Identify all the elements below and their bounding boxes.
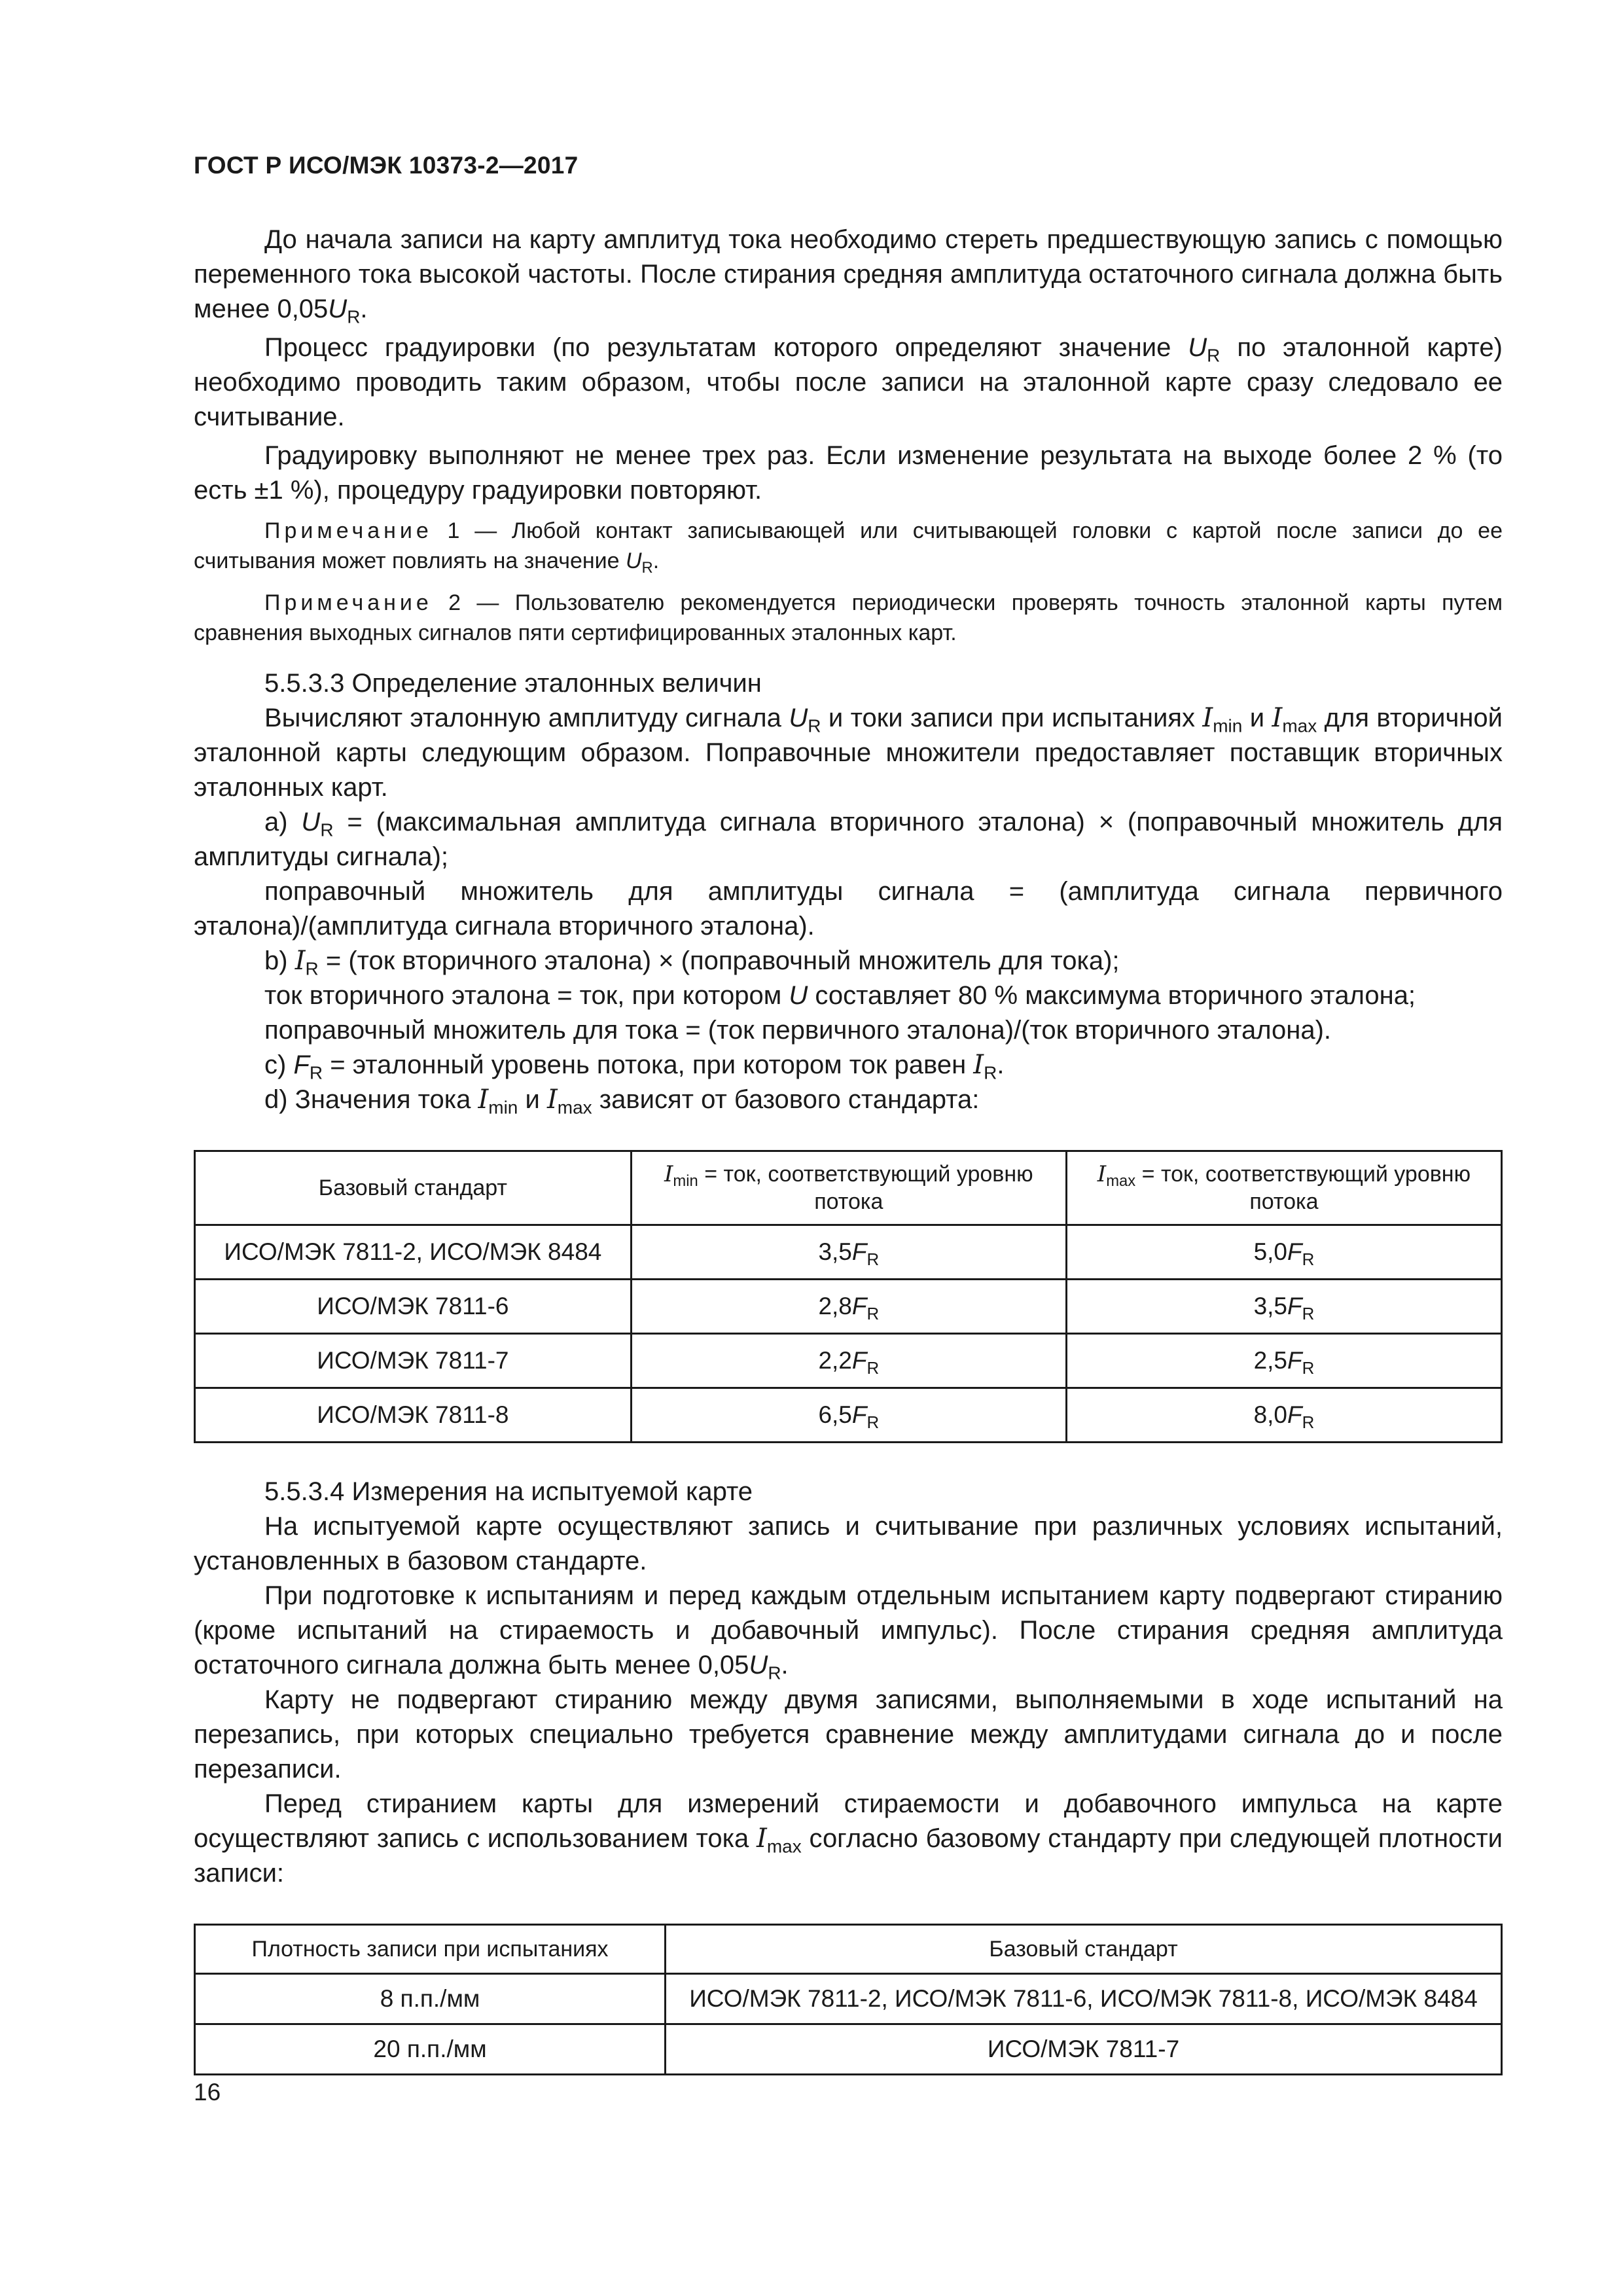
paragraph-test-card-recording: На испытуемой карте осуществляют запись и считывание при различных условиях испытаний, установленных в базовом стандарте.	[194, 1512, 1503, 1575]
table-row	[195, 1388, 1502, 1443]
note-2: Примечание 2 — Пользователю рекомендуется периодически проверять точность эталонной карты путем сравнения выходных сигналов пяти сертифицированных эталонных карт.	[194, 590, 1503, 645]
recording-density-table	[194, 1924, 1503, 2075]
paragraph-erase-before-recording: До начала записи на карту амплитуд тока необходимо стереть предшествующую запись с помощью переменного тока высокой частоты. После стирания средняя амплитуда остаточного сигнала должна быть менее $0,05U_R$.	[194, 225, 1503, 327]
cell-imax: $3,5F_R$	[1066, 1280, 1501, 1334]
paragraph-calibration-repeat: Градуировку выполняют не менее трех раз. Если изменение результата на выходе более 2 % (то есть ±1 %), процедуру градуировки повторяют.	[194, 441, 1503, 505]
paragraph-erasure-measurement: Перед стиранием карты для измерений стираемости и добавочного импульса на карте осуществляют запись с использованием тока $I_{max}$ согласно базовому стандарту при следующей плотности записи:	[194, 1789, 1503, 1888]
page-content	[194, 223, 1503, 2075]
cell-imax: $8,0F_R$	[1066, 1388, 1501, 1443]
table-row	[195, 1225, 1502, 1280]
cell-imin: $2,2F_R$	[631, 1334, 1066, 1388]
table-row	[195, 1280, 1502, 1334]
note-1: Примечание 1 — Любой контакт записывающей или считывающей головки с картой после записи до ее считывания может повлиять на значение $U_R$.	[194, 518, 1503, 577]
column-header-imax: $I_{max}$ = ток, соответствующий уровню потока	[1066, 1151, 1501, 1225]
list-item-b-secondary-current: ток вторичного эталона = ток, при котором U составляет 80 % максимума вторичного эталона;	[264, 981, 1416, 1010]
cell-standard: ИСО/МЭК 7811-7	[666, 2024, 1502, 2075]
cell-imin: $6,5F_R$	[631, 1388, 1066, 1443]
table-header-row	[195, 1151, 1502, 1225]
page-header: ГОСТ Р ИСО/МЭК 10373-2—2017	[194, 152, 579, 179]
list-item-a: a) $U_R$ = (максимальная амплитуда сигнала вторичного эталона) × (поправочный множитель для амплитуды сигнала);	[194, 808, 1503, 871]
table-row	[195, 2024, 1502, 2075]
cell-standard: ИСО/МЭК 7811-8	[195, 1388, 632, 1443]
paragraph-reference-values: Вычисляют эталонную амплитуду сигнала $U_R$ и токи записи при испытаниях $I_{min}$ и $I_{max}$ для вторичной эталонной карты следующим образом. Поправочные множители предоставляет поставщик вторичных эталонных карт.	[194, 703, 1503, 802]
column-header-base-standard: Базовый стандарт	[195, 1151, 632, 1225]
page-number: 16	[194, 2079, 221, 2106]
paragraph-overwrite: Карту не подвергают стиранию между двумя записями, выполняемыми в ходе испытаний на перезапись, при которых специально требуется сравнение между амплитудами сигнала до и после перезаписи.	[194, 1685, 1503, 1784]
table-row	[195, 1974, 1502, 2024]
cell-standard: ИСО/МЭК 7811-2, ИСО/МЭК 7811-6, ИСО/МЭК 7811-8, ИСО/МЭК 8484	[666, 1974, 1502, 2024]
cell-density: 20 п.п./мм	[195, 2024, 666, 2075]
list-item-a-correction: поправочный множитель для амплитуды сигнала = (амплитуда сигнала первичного эталона)/(амплитуда сигнала вторичного эталона).	[194, 877, 1503, 941]
table-row	[195, 1334, 1502, 1388]
list-item-d: d) Значения тока $I_{min}$ и $I_{max}$ зависят от базового стандарта:	[264, 1085, 980, 1118]
cell-imax: $2,5F_R$	[1066, 1334, 1501, 1388]
list-item-c: c) $F_R$ = эталонный уровень потока, при котором ток равен $I_R$.	[264, 1050, 1005, 1083]
section-heading-5-5-3-4: 5.5.3.4 Измерения на испытуемой карте	[264, 1477, 753, 1506]
cell-imax: $5,0F_R$	[1066, 1225, 1501, 1280]
list-item-b-correction: поправочный множитель для тока = (ток первичного эталона)/(ток вторичного эталона).	[264, 1016, 1332, 1045]
cell-imin: $2,8F_R$	[631, 1280, 1066, 1334]
cell-standard: ИСО/МЭК 7811-2, ИСО/МЭК 8484	[195, 1225, 632, 1280]
paragraph-test-card-erasure: При подготовке к испытаниям и перед каждым отдельным испытанием карту подвергают стиранию (кроме испытаний на стираемость и добавочный импульс). После стирания средняя амплитуда остаточного сигнала должна быть менее $0,05U_R$.	[194, 1581, 1503, 1683]
cell-density: 8 п.п./мм	[195, 1974, 666, 2024]
section-heading-5-5-3-3: 5.5.3.3 Определение эталонных величин	[264, 669, 762, 698]
cell-standard: ИСО/МЭК 7811-6	[195, 1280, 632, 1334]
list-item-b: b) $I_R = (ток$ вторичного эталона) × (поправочный множитель для тока);	[264, 946, 1120, 979]
cell-standard: ИСО/МЭК 7811-7	[195, 1334, 632, 1388]
paragraph-calibration-process: Процесс градуировки (по результатам которого определяют значение $U_R$ по эталонной карте) необходимо проводить таким образом, чтобы после записи на эталонной карте сразу следовало ее считывание.	[194, 333, 1503, 431]
table-header-row	[195, 1925, 1502, 1974]
column-header-imin: $I_{min}$ = ток, соответствующий уровню потока	[631, 1151, 1066, 1225]
cell-imin: $3,5F_R$	[631, 1225, 1066, 1280]
current-levels-table	[194, 1150, 1503, 1443]
column-header-base-standard: Базовый стандарт	[666, 1925, 1502, 1974]
column-header-density: Плотность записи при испытаниях	[195, 1925, 666, 1974]
